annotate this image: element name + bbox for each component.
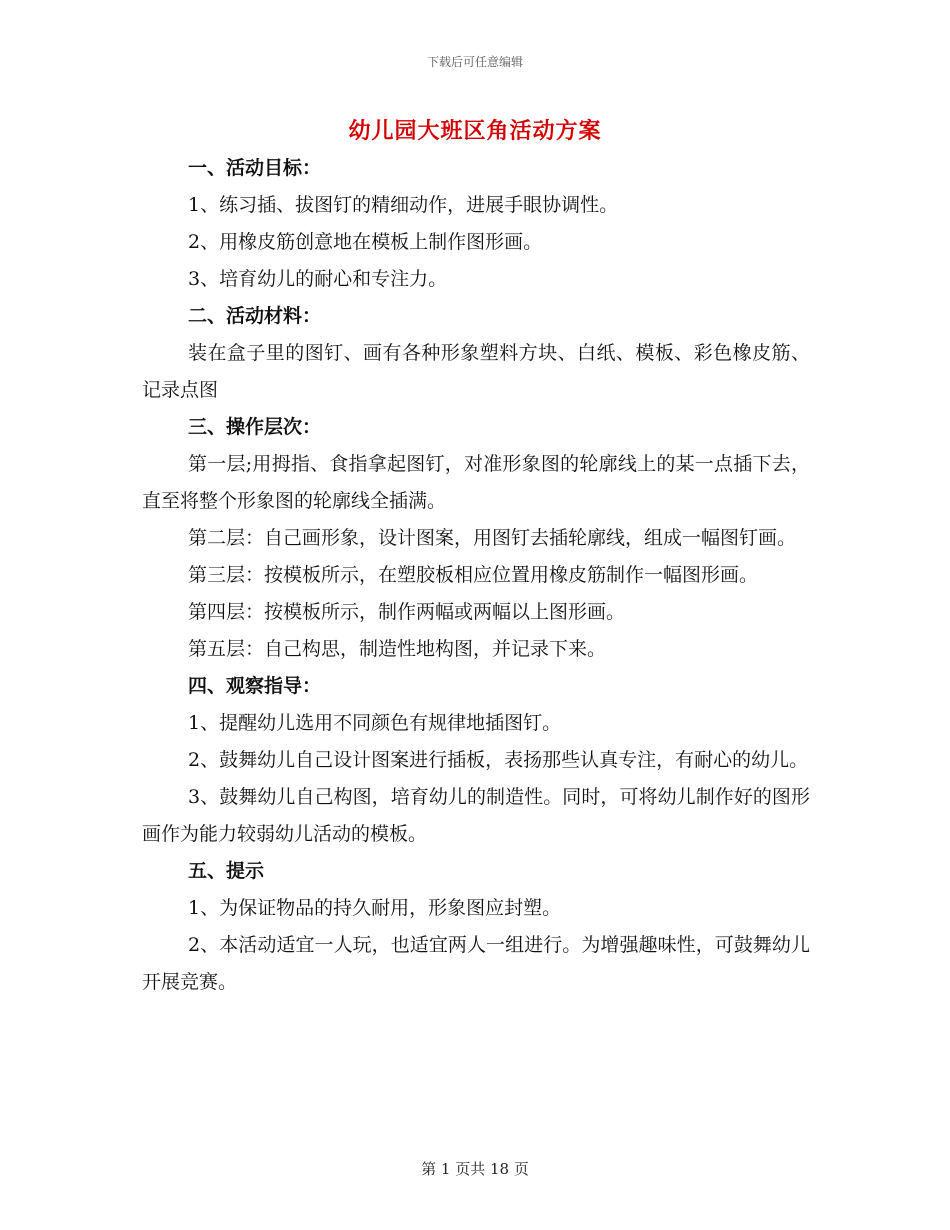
level-item: 第一层;用拇指、食指拿起图钉，对准形象图的轮廓线上的某一点插下去，直至将整个形象图的轮廓线全插满。 <box>142 453 810 512</box>
tip-item: 2、本活动适宜一人玩，也适宜两人一组进行。为增强趣味性，可鼓舞幼儿开展竞赛。 <box>142 934 810 993</box>
level-item: 第三层：按模板所示，在塑胶板相应位置用橡皮筋制作一幅图形画。 <box>188 564 759 586</box>
materials-text: 装在盒子里的图钉、画有各种形象塑料方块、白纸、模板、彩色橡皮筋、记录点图 <box>142 342 810 401</box>
level-item: 第四层：按模板所示，制作两幅或两幅以上图形画。 <box>188 601 626 623</box>
document-title: 幼儿园大班区角活动方案 <box>348 118 602 144</box>
goal-item: 3、培育幼儿的耐心和专注力。 <box>188 268 448 290</box>
guidance-item: 1、提醒幼儿选用不同颜色有规律地插图钉。 <box>188 712 562 734</box>
section-heading-materials: 二、活动材料： <box>188 305 322 327</box>
section-heading-tips: 五、提示 <box>188 860 265 882</box>
guidance-item: 2、鼓舞幼儿自己设计图案进行插板，表扬那些认真专注，有耐心的幼儿。 <box>188 749 809 771</box>
level-item: 第五层：自己构思，制造性地构图，并记录下来。 <box>188 638 607 660</box>
goal-item: 2、用橡皮筋创意地在模板上制作图形画。 <box>188 231 543 253</box>
tip-item: 1、为保证物品的持久耐用，形象图应封塑。 <box>188 897 562 919</box>
goal-item: 1、练习插、拔图钉的精细动作，进展手眼协调性。 <box>188 194 619 216</box>
level-item: 第二层：自己画形象，设计图案，用图钉去插轮廓线，组成一幅图钉画。 <box>188 527 797 549</box>
page-header: 下载后可任意编辑 <box>426 55 523 69</box>
document-body <box>142 150 810 1001</box>
section-heading-guidance: 四、观察指导： <box>188 675 322 697</box>
section-heading-goals: 一、活动目标： <box>188 157 322 179</box>
guidance-item: 3、鼓舞幼儿自己构图，培育幼儿的制造性。同时，可将幼儿制作好的图形画作为能力较弱幼儿活动的模板。 <box>142 786 810 845</box>
page-footer: 第 1 页共 18 页 <box>421 1160 529 1178</box>
section-heading-levels: 三、操作层次： <box>188 416 322 438</box>
